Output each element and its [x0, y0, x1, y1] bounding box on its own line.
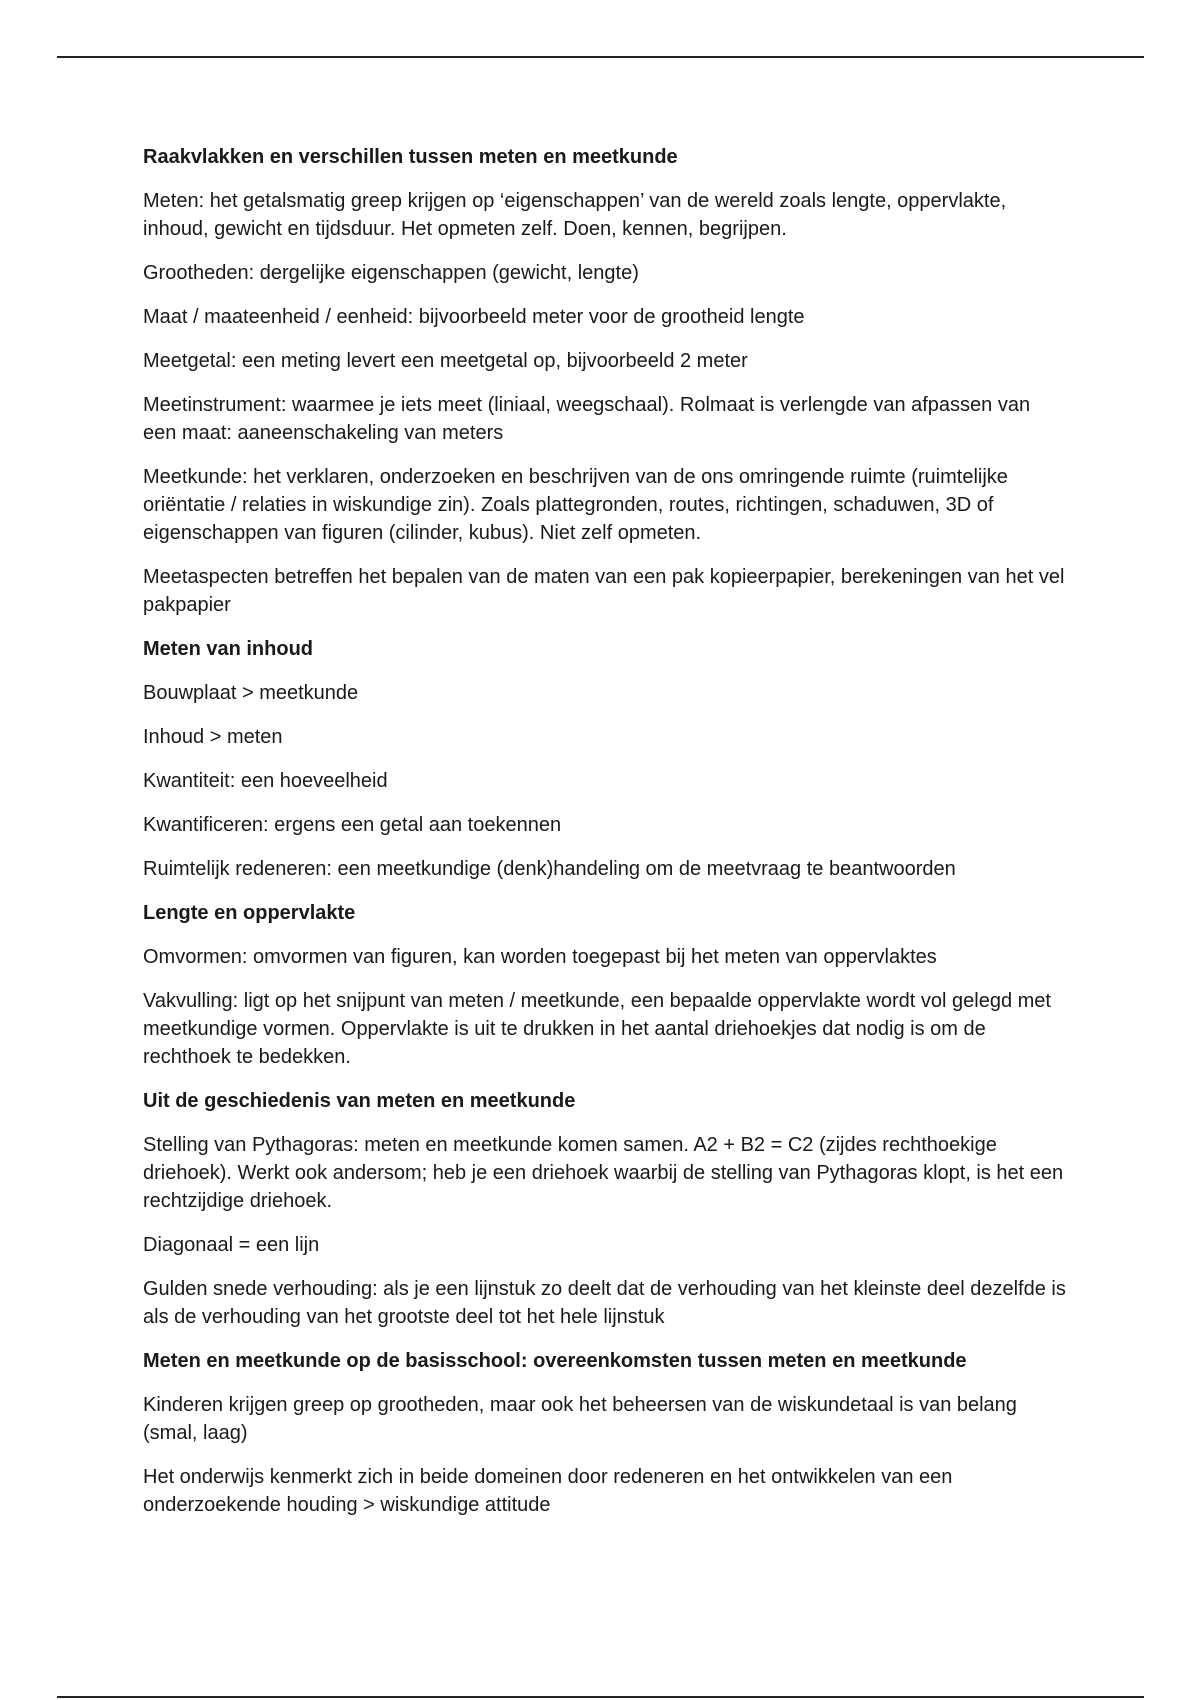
paragraph: Meetgetal: een meting levert een meetgetal op, bijvoorbeeld 2 meter [143, 350, 748, 372]
paragraph: Meetinstrument: waarmee je iets meet (liniaal, weegschaal). Rolmaat is verlengde van afpassen van een maat: aaneenschakeling van meters [143, 394, 1031, 444]
paragraph: Omvormen: omvormen van figuren, kan worden toegepast bij het meten van oppervlaktes [143, 946, 937, 968]
paragraph: Meetaspecten betreffen het bepalen van de maten van een pak kopieerpapier, berekeningen van het vel pakpapier [143, 566, 1065, 616]
paragraph: Het onderwijs kenmerkt zich in beide domeinen door redeneren en het ontwikkelen van een onderzoekende houding > wiskundige attitude [143, 1466, 953, 1516]
paragraph: Kinderen krijgen greep op grootheden, maar ook het beheersen van de wiskundetaal is van belang (smal, laag) [143, 1394, 1017, 1444]
section-heading: Uit de geschiedenis van meten en meetkunde [143, 1090, 576, 1112]
paragraph: Ruimtelijk redeneren: een meetkundige (denk)handeling om de meetvraag te beantwoorden [143, 858, 956, 880]
document-body [143, 143, 1068, 1535]
top-rule [57, 56, 1144, 58]
paragraph: Kwantiteit: een hoeveelheid [143, 770, 388, 792]
paragraph: Vakvulling: ligt op het snijpunt van meten / meetkunde, een bepaalde oppervlakte wordt vol gelegd met meetkundige vormen. Oppervlakte is uit te drukken in het aantal driehoekjes dat nodig is om de rechthoek te bedekken. [143, 990, 1051, 1068]
paragraph: Meetkunde: het verklaren, onderzoeken en beschrijven van de ons omringende ruimte (ruimtelijke oriëntatie / relaties in wiskundige zin). Zoals plattegronden, routes, richtingen, schaduwen, 3D of eigenschappen van figuren (cilinder, kubus). Niet zelf opmeten. [143, 466, 1008, 544]
section-heading: Lengte en oppervlakte [143, 902, 356, 924]
bottom-rule [57, 1696, 1144, 1698]
section-heading: Meten en meetkunde op de basisschool: overeenkomsten tussen meten en meetkunde [143, 1350, 967, 1372]
paragraph: Bouwplaat > meetkunde [143, 682, 359, 704]
paragraph: Inhoud > meten [143, 726, 283, 748]
paragraph: Maat / maateenheid / eenheid: bijvoorbeeld meter voor de grootheid lengte [143, 306, 805, 328]
paragraph: Meten: het getalsmatig greep krijgen op ‘eigenschappen’ van de wereld zoals lengte, oppervlakte, inhoud, gewicht en tijdsduur. Het opmeten zelf. Doen, kennen, begrijpen. [143, 190, 1007, 240]
paragraph: Stelling van Pythagoras: meten en meetkunde komen samen. A2 + B2 = C2 (zijdes rechthoekige driehoek). Werkt ook andersom; heb je een driehoek waarbij de stelling van Pythagoras klopt, is het een rechtzijdige driehoek. [143, 1134, 1064, 1212]
section-heading: Meten van inhoud [143, 638, 313, 660]
paragraph: Kwantificeren: ergens een getal aan toekennen [143, 814, 562, 836]
paragraph: Diagonaal = een lijn [143, 1234, 320, 1256]
paragraph: Grootheden: dergelijke eigenschappen (gewicht, lengte) [143, 262, 639, 284]
section-heading: Raakvlakken en verschillen tussen meten en meetkunde [143, 146, 678, 168]
paragraph: Gulden snede verhouding: als je een lijnstuk zo deelt dat de verhouding van het kleinste deel dezelfde is als de verhouding van het grootste deel tot het hele lijnstuk [143, 1278, 1066, 1328]
